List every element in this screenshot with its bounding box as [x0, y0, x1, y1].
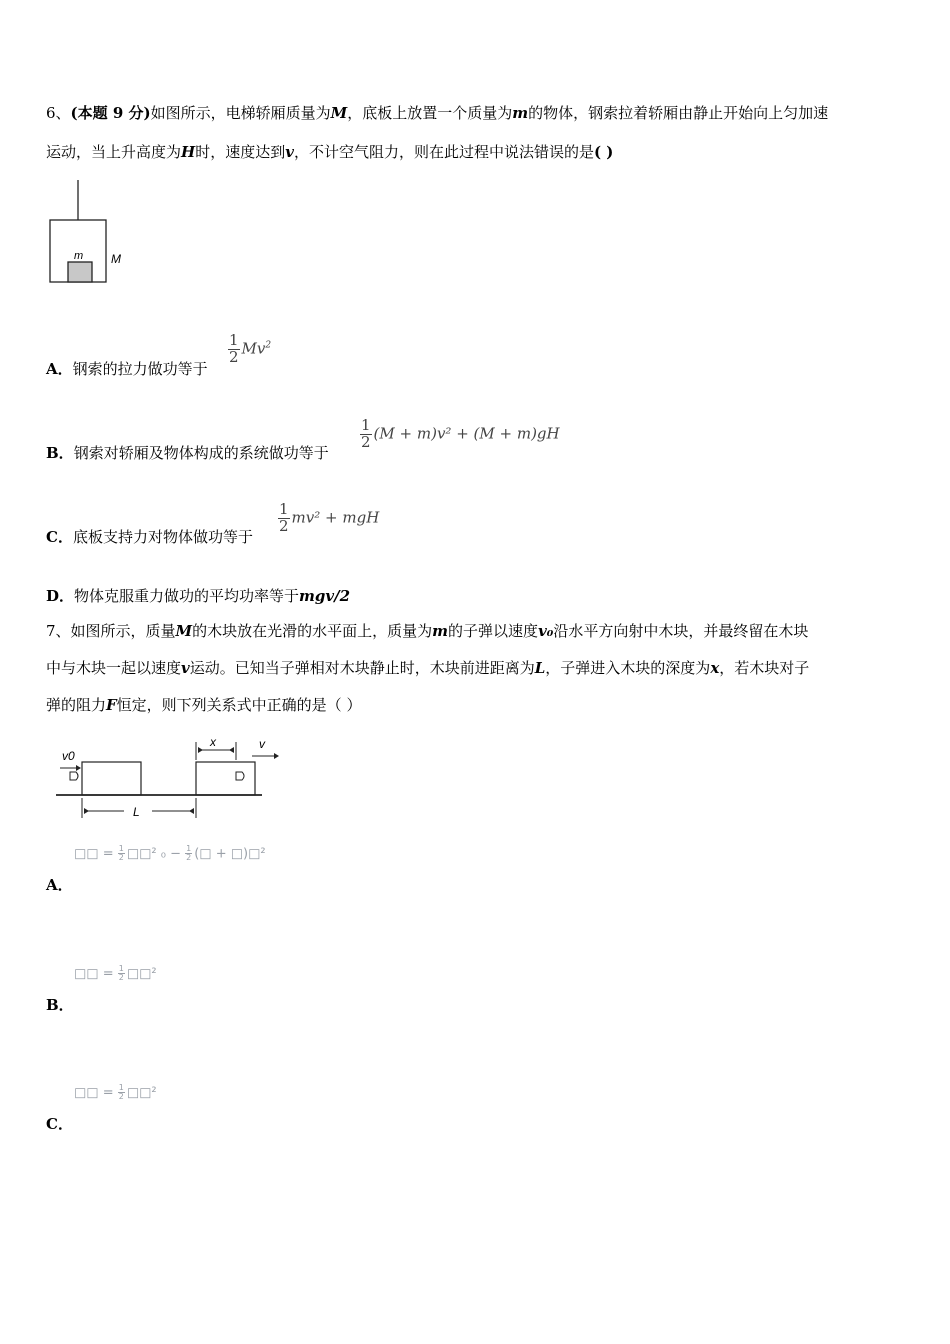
q7-stem-line2: 中与木块一起以速度v运动。已知当子弹相对木块静止时，木块前进距离为L，子弹进入木块的深度为x，若木块对子	[46, 659, 810, 677]
q6-option-b-formula: $\frac{1}{2}$ (M + m)v² + (M + m)gH	[361, 416, 560, 451]
x-arrow-left	[198, 747, 203, 753]
block-final	[196, 762, 255, 795]
label-m: m	[74, 250, 84, 262]
bullet-initial	[70, 772, 78, 780]
x-arrow-right	[229, 747, 234, 753]
q6-option-c[interactable]: C．底板支持力对物体做功等于	[46, 528, 253, 546]
q7-option-b[interactable]: B．	[46, 996, 74, 1014]
label-x: x	[210, 735, 216, 749]
q7-stem-line3: 弹的阻力F恒定，则下列关系式中正确的是（ ）	[46, 696, 362, 714]
q6-option-c-formula: $\frac{1}{2}$ mv² + mgH	[279, 500, 380, 535]
q6-stem-line1: 6、(本题 9 分)如图所示，电梯轿厢质量为M，底板上放置一个质量为m的物体，钢索拉着轿厢由静止开始向上匀加速	[46, 104, 829, 122]
q7-bullet-block-figure	[52, 732, 284, 824]
q7-stem-line1: 7、如图所示，质量M的木块放在光滑的水平面上，质量为m的子弹以速度v₀沿水平方向射中木块，并最终留在木块	[46, 622, 809, 640]
q6-stem-line2: 运动，当上升高度为H时，速度达到v，不计空气阻力，则在此过程中说法错误的是( )	[46, 143, 614, 161]
label-v: v	[259, 737, 265, 751]
L-arrow-left	[84, 808, 89, 814]
label-v0: v0	[62, 749, 75, 763]
label-M: M	[111, 252, 121, 266]
q6-option-b[interactable]: B．钢索对轿厢及物体构成的系统做功等于	[46, 444, 329, 462]
q7-option-b-formula: □□ = $\frac{1}{2}$ □□²	[74, 964, 157, 983]
q7-option-a-formula: □□ = $\frac{1}{2}$ □□² ₀ − $\frac{1}{2}$ (□ + □)□²	[74, 844, 266, 863]
q6-option-a[interactable]: A．钢索的拉力做功等于	[46, 360, 208, 378]
q7-option-c[interactable]: C．	[46, 1115, 73, 1133]
q7-option-c-formula: □□ = $\frac{1}{2}$ □□²	[74, 1083, 157, 1102]
v-arrow-head	[274, 753, 279, 759]
label-L: L	[133, 805, 140, 819]
object-block	[68, 262, 92, 282]
q6-option-a-formula: $\frac{1}{2}$ Mv$^2$	[229, 331, 272, 366]
v0-arrow-head	[76, 765, 81, 771]
bullet-final	[236, 772, 244, 780]
block-initial	[82, 762, 141, 795]
L-arrow-right	[189, 808, 194, 814]
q7-option-a[interactable]: A．	[46, 876, 73, 894]
q6-elevator-figure	[46, 178, 136, 286]
q6-option-d[interactable]: D．物体克服重力做功的平均功率等于mgv/2	[46, 587, 351, 605]
